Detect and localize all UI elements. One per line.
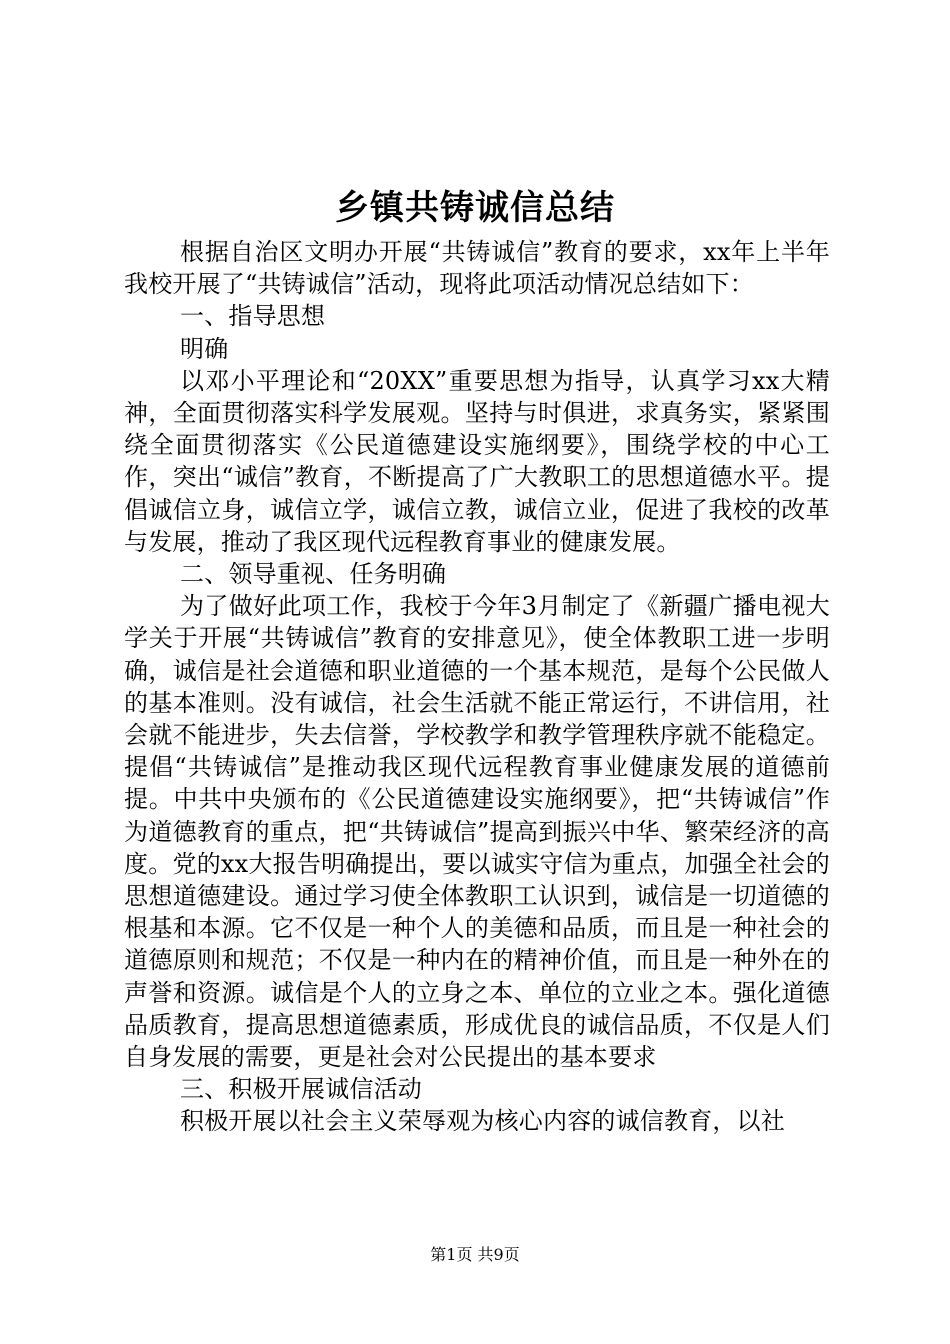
section-subheading: 明确 — [180, 334, 229, 363]
document-body — [124, 236, 830, 1138]
paragraph-activities: 积极开展以社会主义荣辱观为核心内容的诚信教育，以社 — [180, 1107, 785, 1136]
paragraph-guiding-thought: 以邓小平理论和“20XX”重要思想为指导，认真学习xx大精神，全面贯彻落实科学发展观。坚持与时俱进，求真务实，紧紧围绕全面贯彻落实《公民道德建设实施纲要》，围绕学校的中心工作，突出“诚信”教育，不断提高了广大教职工的思想道德水平。提倡诚信立身，诚信立学，诚信立教，诚信立业，促进了我校的改革与发展，推动了我区现代远程教育事业的健康发展。 — [124, 366, 830, 556]
document-title: 乡镇共铸诚信总结 — [335, 188, 615, 228]
paragraph-intro: 根据自治区文明办开展“共铸诚信”教育的要求，xx年上半年我校开展了“共铸诚信”活动，现将此项活动情况总结如下： — [124, 238, 830, 299]
page-number: 第1页 共9页 — [430, 1245, 520, 1264]
section-heading-1: 一、指导思想 — [180, 302, 326, 331]
section-heading-2: 二、领导重视、任务明确 — [180, 560, 447, 589]
section-heading-3: 三、积极开展诚信活动 — [180, 1075, 422, 1104]
paragraph-leadership: 为了做好此项工作，我校于今年3月制定了《新疆广播电视大学关于开展“共铸诚信”教育的安排意见》，使全体教职工进一步明确，诚信是社会道德和职业道德的一个基本规范，是每个公民做人的基本准则。没有诚信，社会生活就不能正常运行，不讲信用，社会就不能进步，失去信誉，学校教学和教学管理秩序就不能稳定。提倡“共铸诚信”是推动我区现代远程教育事业健康发展的道德前提。中共中央颁布的《公民道德建设实施纲要》，把“共铸诚信”作为道德教育的重点，把“共铸诚信”提高到振兴中华、繁荣经济的高度。党的xx大报告明确提出，要以诚实守信为重点，加强全社会的思想道德建设。通过学习使全体教职工认识到，诚信是一切道德的根基和本源。它不仅是一种个人的美德和品质，而且是一种社会的道德原则和规范；不仅是一种内在的精神价值，而且是一种外在的声誉和资源。诚信是个人的立身之本、单位的立业之本。强化道德品质教育，提高思想道德素质，形成优良的诚信品质，不仅是人们自身发展的需要，更是社会对公民提出的基本要求 — [124, 592, 830, 1072]
